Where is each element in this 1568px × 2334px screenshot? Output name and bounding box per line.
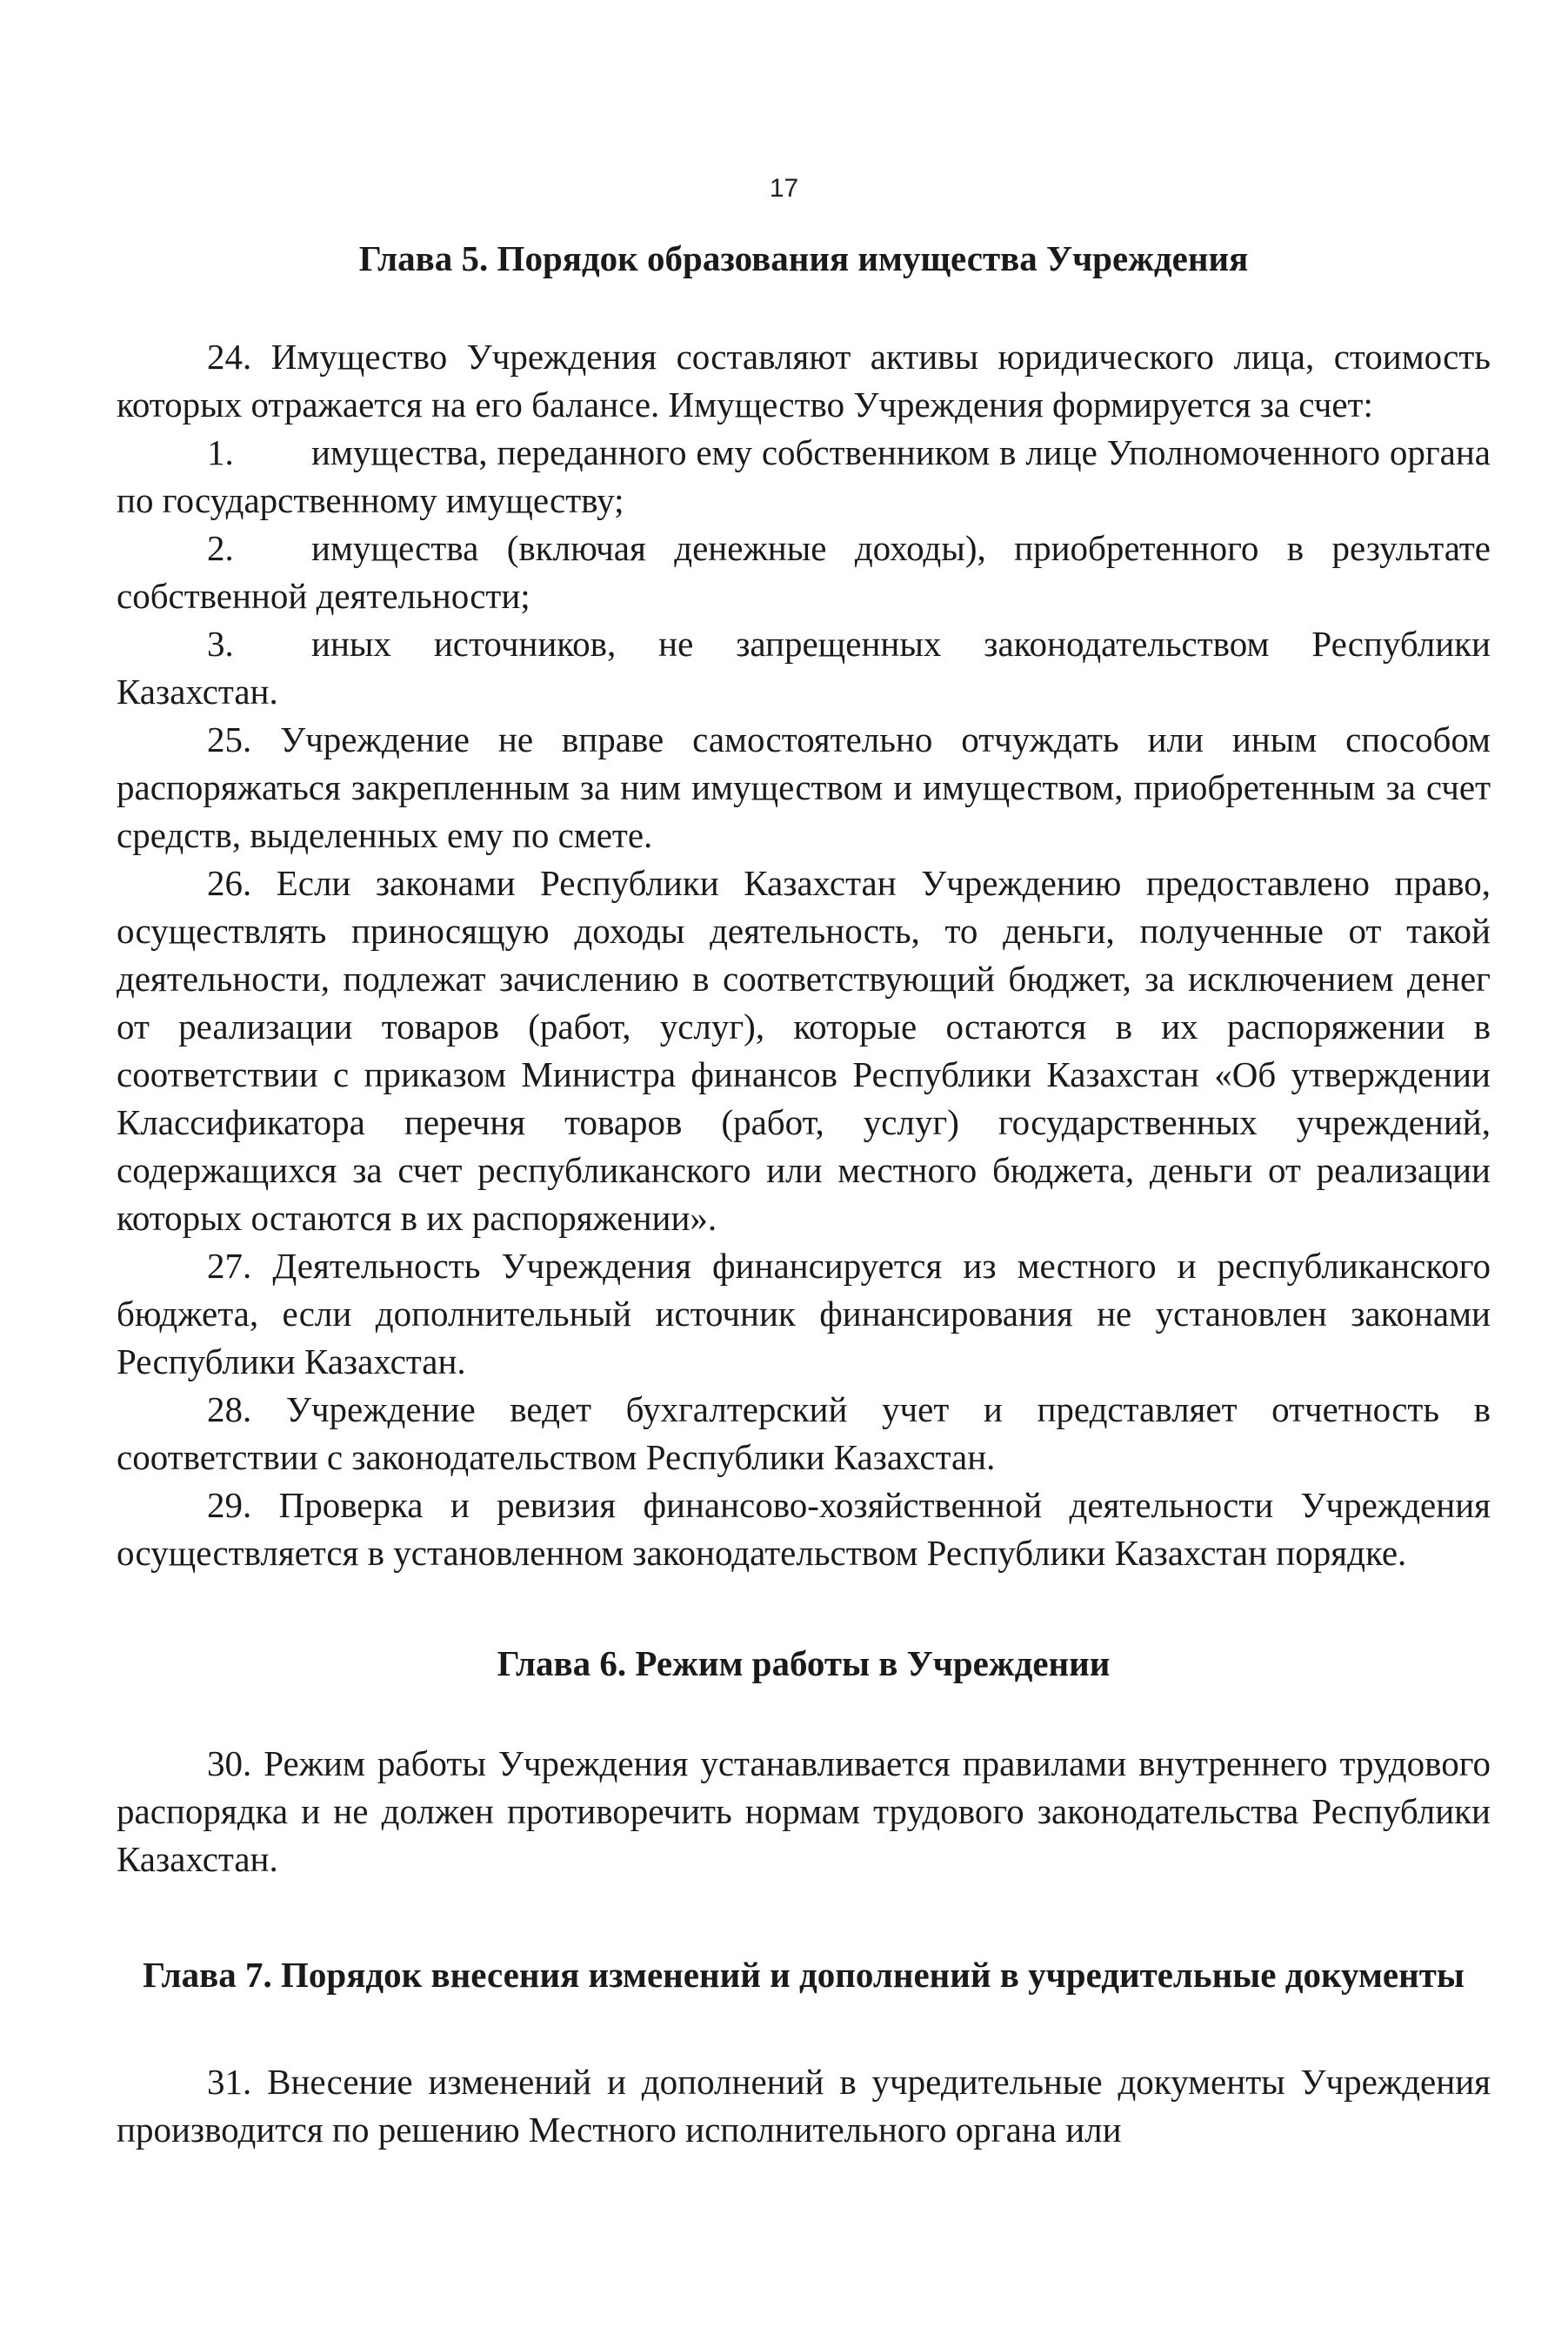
- paragraph-24: 24. Имущество Учреждения составляют активы юридического лица, стоимость которых отражается на его балансе. Имущество Учреждения формируется за счет:: [117, 337, 1491, 425]
- paragraph-25: 25. Учреждение не вправе самостоятельно отчуждать или иным способом распоряжаться закрепленным за ним имуществом и имуществом, приобретенным за счет средств, выделенных ему по смете.: [117, 719, 1491, 855]
- chapter-6-title: Глава 6. Режим работы в Учреждении: [497, 1643, 1111, 1683]
- list-item-number: 2.: [207, 528, 234, 568]
- chapter-7-title: Глава 7. Порядок внесения изменений и дополнений в учредительные документы: [143, 1955, 1465, 1995]
- chapter-5-title: Глава 5. Порядок образования имущества Учреждения: [358, 238, 1249, 278]
- paragraph-29: 29. Проверка и ревизия финансово-хозяйственной деятельности Учреждения осуществляется в установленном законодательством Республики Казахстан порядке.: [117, 1485, 1491, 1573]
- list-item-number: 1.: [207, 432, 234, 472]
- list-item: [117, 525, 1491, 620]
- paragraph-28: 28. Учреждение ведет бухгалтерский учет и представляет отчетность в соответствии с законодательством Республики Казахстан.: [117, 1389, 1491, 1477]
- paragraph-30: 30. Режим работы Учреждения устанавливается правилами внутреннего трудового распорядка и не должен противоречить нормам трудового законодательства Республики Казахстан.: [117, 1743, 1491, 1879]
- list-item-number: 3.: [207, 624, 234, 664]
- list-item: [117, 620, 1491, 716]
- list-item-text: иных источников, не запрещенных законодательством Республики Казахстан.: [117, 624, 1491, 712]
- list-item-text: имущества (включая денежные доходы), приобретенного в результате собственной деятельности;: [117, 528, 1491, 616]
- list-item: [117, 429, 1491, 525]
- list-item-text: имущества, переданного ему собственником в лице Уполномоченного органа по государственному имуществу;: [117, 432, 1491, 520]
- paragraph-26: 26. Если законами Республики Казахстан Учреждению предоставлено право, осуществлять приносящую доходы деятельность, то деньги, полученные от такой деятельности, подлежат зачислению в соответствующий бюджет, за исключением денег от реализации товаров (работ, услуг), которые остаются в их распоряжении в соответствии с приказом Министра финансов Республики Казахстан «Об утверждении Классификатора перечня товаров (работ, услуг) государственных учреждений, содержащихся за счет республиканского или местного бюджета, деньги от реализации которых остаются в их распоряжении».: [117, 863, 1491, 1238]
- paragraph-27: 27. Деятельность Учреждения финансируется из местного и республиканского бюджета, если дополнительный источник финансирования не установлен законами Республики Казахстан.: [117, 1246, 1491, 1381]
- page-number: 17: [769, 174, 799, 203]
- paragraph-31: 31. Внесение изменений и дополнений в учредительные документы Учреждения производится по решению Местного исполнительного органа или: [117, 2062, 1491, 2150]
- document-body: [117, 235, 1491, 2154]
